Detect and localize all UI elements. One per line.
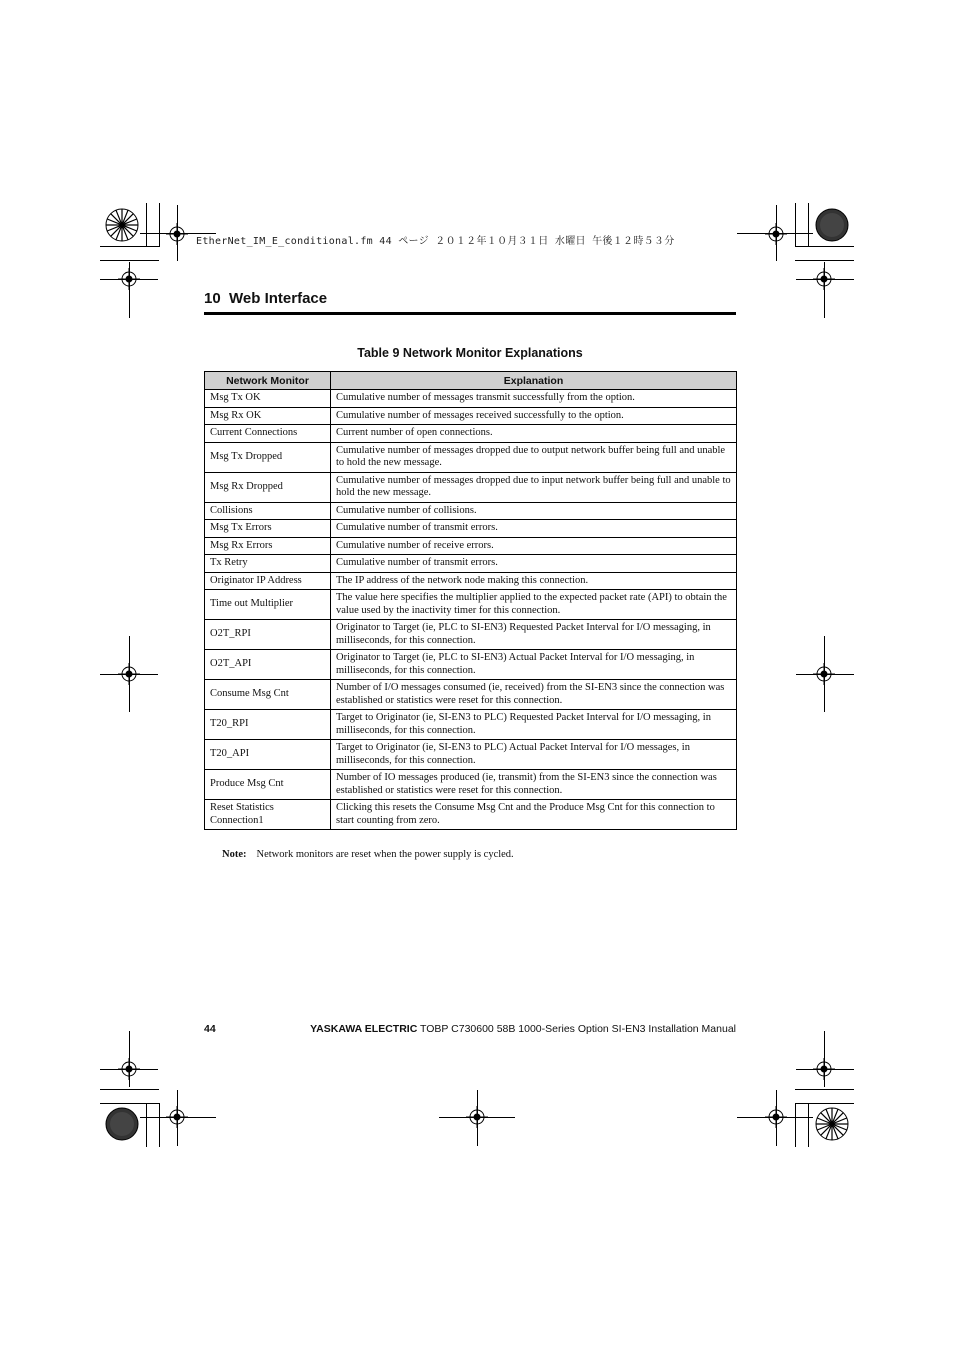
explanation-cell: Cumulative number of messages dropped due to input network buffer being full and unable to hold the new message. [331, 472, 737, 502]
explanation-cell: Cumulative number of messages dropped due to output network buffer being full and unable to hold the new message. [331, 442, 737, 472]
section-name: Web Interface [229, 290, 328, 307]
footer-manual-title [310, 1023, 736, 1035]
explanation-cell: Number of I/O messages consumed (ie, received) from the SI-EN3 since the connection was established or statistics were reset for this connection. [331, 680, 737, 710]
monitor-name-cell: Msg Tx Dropped [205, 442, 331, 472]
table-note [222, 849, 514, 860]
table-row [205, 407, 737, 425]
monitor-name-cell: Time out Multiplier [205, 590, 331, 620]
explanation-cell: Target to Originator (ie, SI-EN3 to PLC) Actual Packet Interval for I/O messages, in milliseconds, for this connection. [331, 740, 737, 770]
explanation-cell: Number of IO messages produced (ie, transmit) from the SI-EN3 since the connection was established or statistics were reset for this connection. [331, 770, 737, 800]
column-header-network-monitor: Network Monitor [205, 372, 331, 390]
section-title [204, 290, 327, 307]
network-monitor-table [204, 371, 737, 830]
monitor-name-cell: Produce Msg Cnt [205, 770, 331, 800]
color-bar-solid-icon [105, 1107, 139, 1141]
explanation-cell: Originator to Target (ie, PLC to SI-EN3) Requested Packet Interval for I/O messaging, in milliseconds, for this connection. [331, 620, 737, 650]
monitor-name-cell: Reset Statistics Connection1 [205, 800, 331, 830]
color-bar-star-icon [105, 208, 139, 242]
table-row [205, 390, 737, 408]
monitor-name-cell: Current Connections [205, 425, 331, 443]
note-label: Note: [222, 849, 247, 860]
monitor-name-cell: Msg Rx OK [205, 407, 331, 425]
table-row [205, 555, 737, 573]
table-row [205, 620, 737, 650]
monitor-name-cell: O2T_RPI [205, 620, 331, 650]
table-row [205, 590, 737, 620]
explanation-cell: Cumulative number of collisions. [331, 502, 737, 520]
column-header-explanation: Explanation [331, 372, 737, 390]
monitor-name-cell: Msg Rx Errors [205, 537, 331, 555]
table-row [205, 537, 737, 555]
explanation-cell: Clicking this resets the Consume Msg Cnt and the Produce Msg Cnt for this connection to start counting from zero. [331, 800, 737, 830]
explanation-cell: Cumulative number of receive errors. [331, 537, 737, 555]
color-bar-star-icon [815, 1107, 849, 1141]
explanation-cell: Originator to Target (ie, PLC to SI-EN3) Actual Packet Interval for I/O messaging, in milliseconds, for this connection. [331, 650, 737, 680]
section-divider [204, 312, 736, 315]
explanation-cell: Cumulative number of messages received successfully to the option. [331, 407, 737, 425]
explanation-cell: The IP address of the network node making this connection. [331, 572, 737, 590]
monitor-name-cell: Collisions [205, 502, 331, 520]
table-header-row [205, 372, 737, 390]
table-row [205, 442, 737, 472]
table-body [205, 390, 737, 830]
section-number: 10 [204, 290, 221, 307]
monitor-name-cell: T20_RPI [205, 710, 331, 740]
table-row [205, 520, 737, 538]
page-number: 44 [204, 1023, 216, 1035]
table-row [205, 770, 737, 800]
table-row [205, 800, 737, 830]
explanation-cell: Cumulative number of messages transmit successfully from the option. [331, 390, 737, 408]
table-row [205, 472, 737, 502]
monitor-name-cell: Msg Rx Dropped [205, 472, 331, 502]
monitor-name-cell: Consume Msg Cnt [205, 680, 331, 710]
explanation-cell: Current number of open connections. [331, 425, 737, 443]
table-row [205, 680, 737, 710]
table-row [205, 572, 737, 590]
explanation-cell: Cumulative number of transmit errors. [331, 520, 737, 538]
monitor-name-cell: T20_API [205, 740, 331, 770]
table-row [205, 740, 737, 770]
monitor-name-cell: Tx Retry [205, 555, 331, 573]
table-row [205, 710, 737, 740]
table-row [205, 425, 737, 443]
table-caption: Table 9 Network Monitor Explanations [357, 346, 583, 360]
monitor-name-cell: Originator IP Address [205, 572, 331, 590]
monitor-name-cell: Msg Tx OK [205, 390, 331, 408]
footer-document-title: TOBP C730600 58B 1000-Series Option SI-EN3 Installation Manual [417, 1023, 736, 1035]
footer-brand: YASKAWA ELECTRIC [310, 1023, 418, 1035]
explanation-cell: Cumulative number of transmit errors. [331, 555, 737, 573]
monitor-name-cell: O2T_API [205, 650, 331, 680]
monitor-name-cell: Msg Tx Errors [205, 520, 331, 538]
note-text: Network monitors are reset when the power supply is cycled. [256, 849, 514, 860]
explanation-cell: The value here specifies the multiplier applied to the expected packet rate (API) to obtain the value used by the inactivity timer for this connection. [331, 590, 737, 620]
table-row [205, 502, 737, 520]
file-info-header: EtherNet_IM_E_conditional.fm 44 ページ ２０１２年１０月３１日 水曜日 午後１２時５３分 [196, 236, 675, 247]
color-bar-solid-icon [815, 208, 849, 242]
table-row [205, 650, 737, 680]
explanation-cell: Target to Originator (ie, SI-EN3 to PLC) Requested Packet Interval for I/O messaging, in milliseconds, for this connection. [331, 710, 737, 740]
